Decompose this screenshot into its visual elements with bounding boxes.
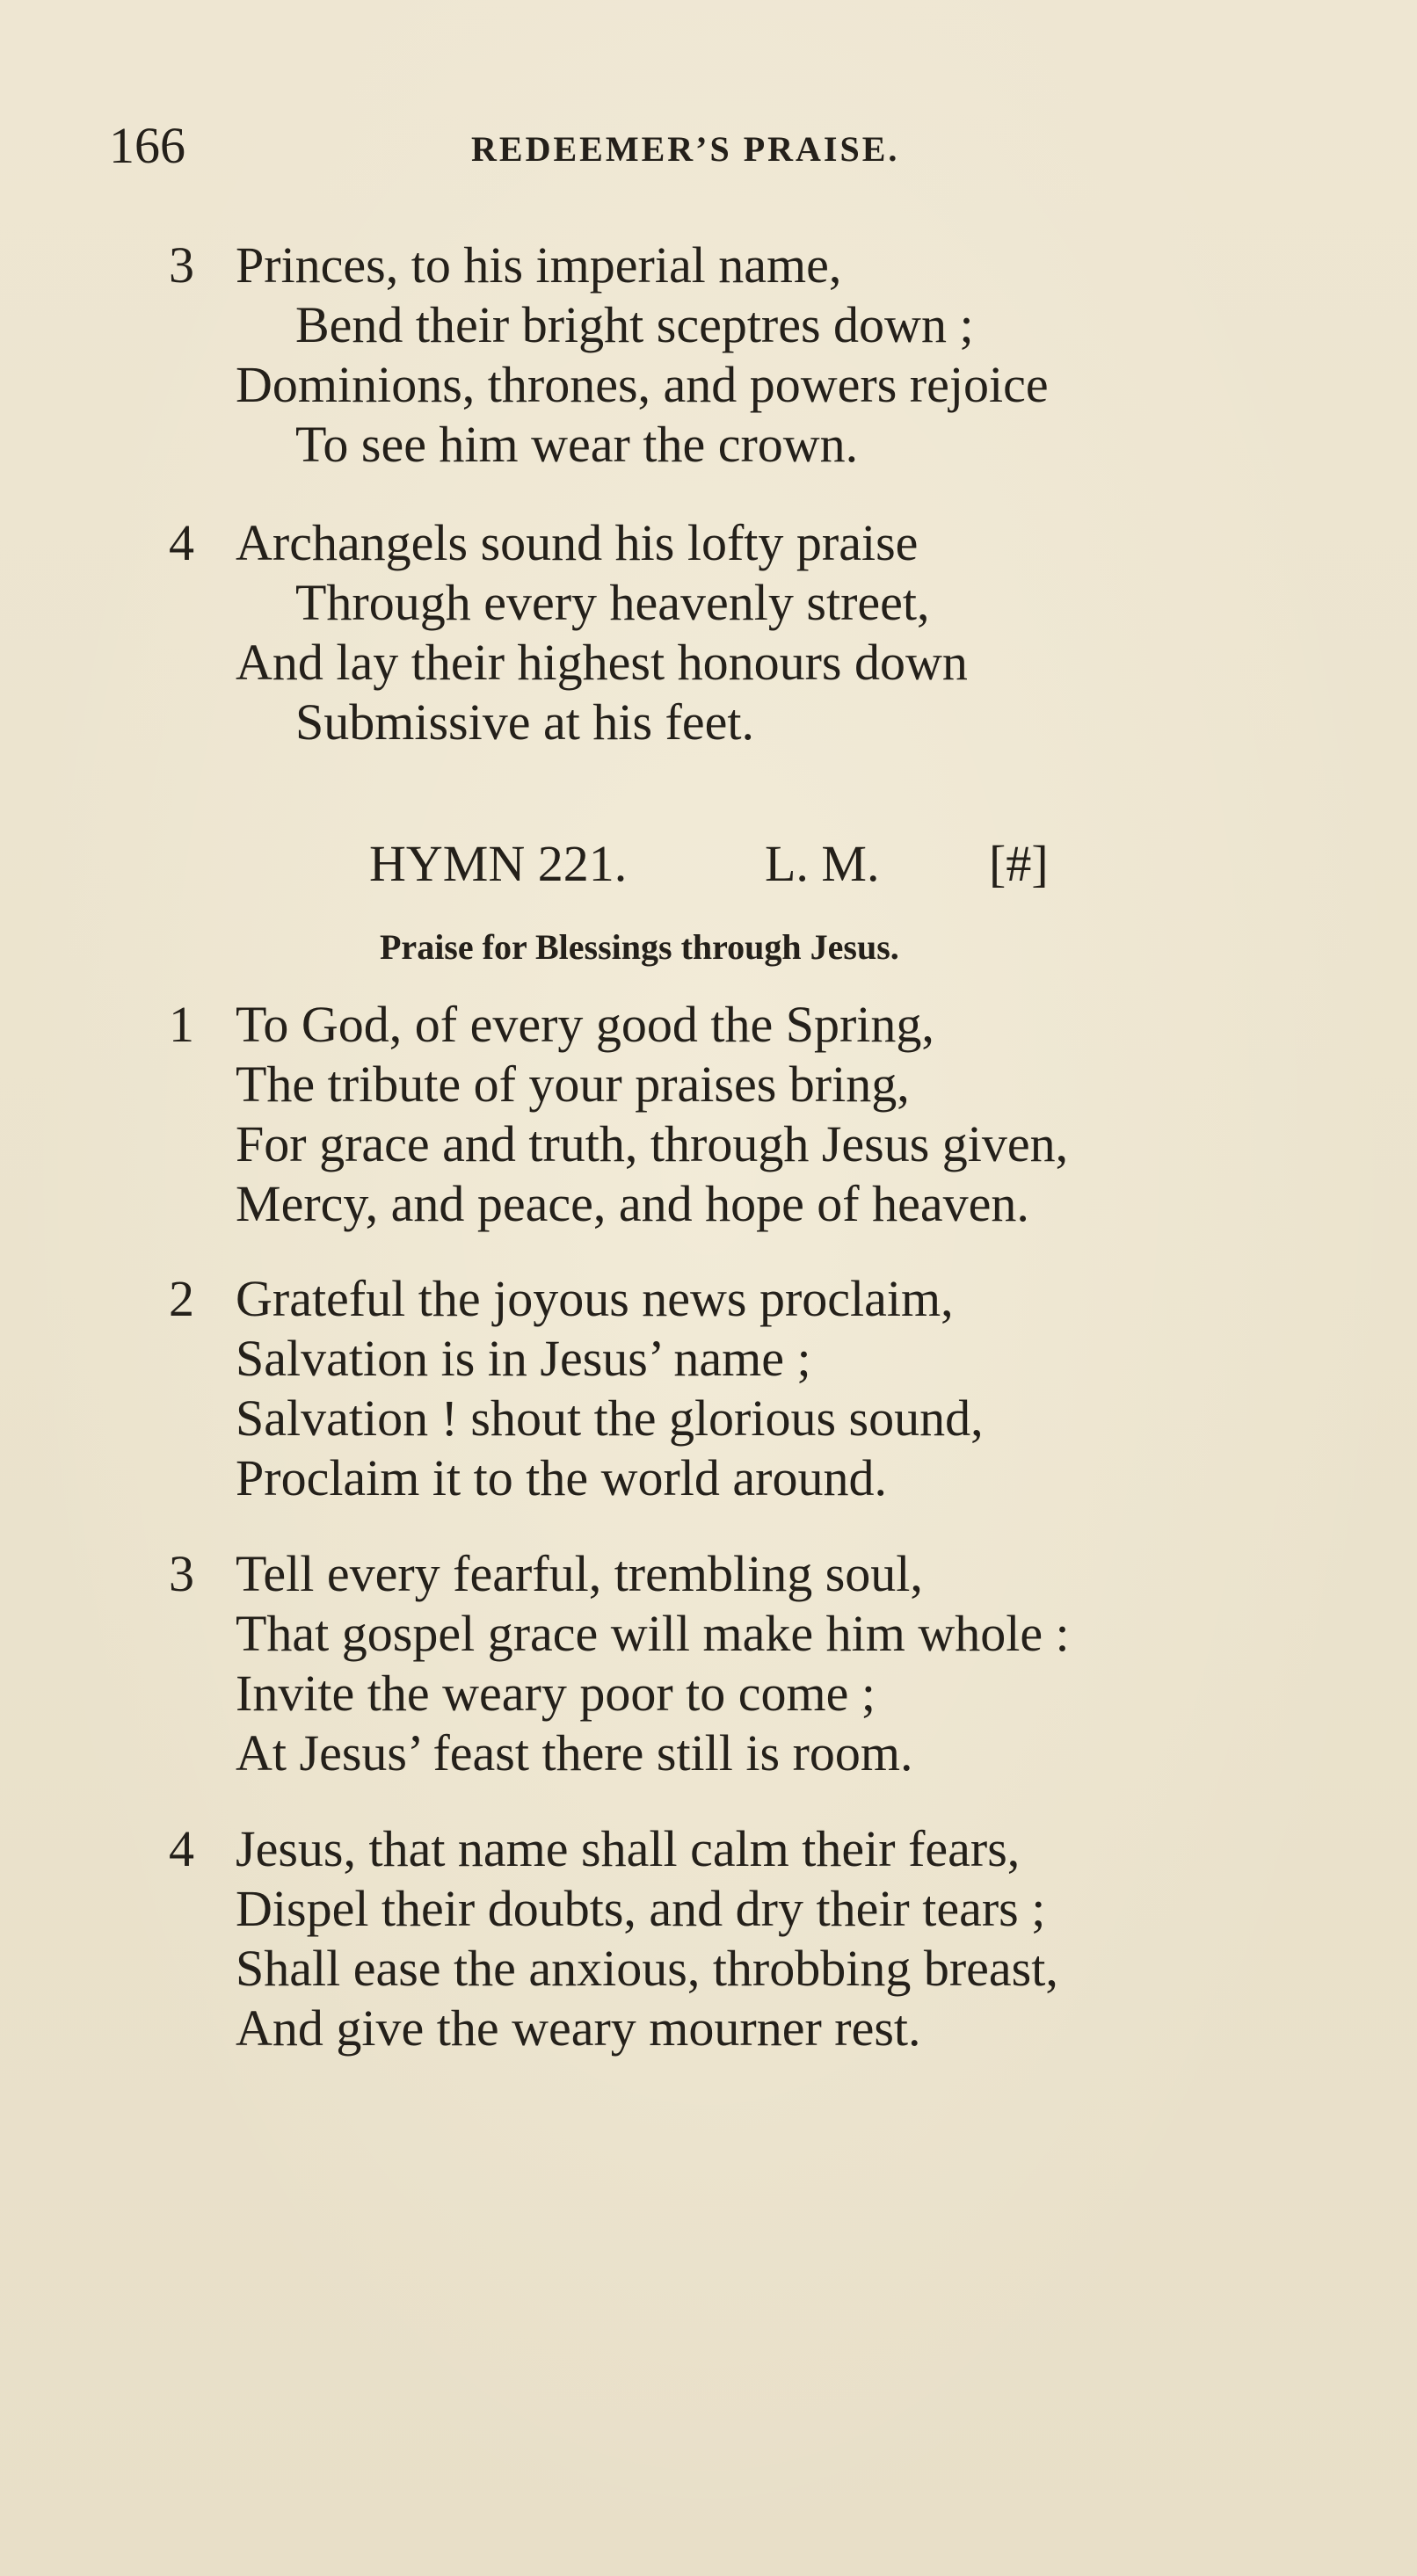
verse-line <box>0 1664 1417 1723</box>
page-number: 166 <box>109 117 185 174</box>
stanza-number: 3 <box>169 1545 194 1602</box>
line-text: The tribute of your praises bring, <box>236 1056 910 1113</box>
verse-line <box>0 355 1417 415</box>
hymn-meter: L. M. <box>765 835 880 892</box>
line-text: Princes, to his imperial name, <box>236 236 842 294</box>
line-text: Through every heavenly street, <box>295 574 930 631</box>
line-text: Mercy, and peace, and hope of heaven. <box>236 1175 1029 1232</box>
stanza-number: 2 <box>169 1270 194 1327</box>
verse-line <box>0 236 1417 295</box>
line-text: That gospel grace will make him whole : <box>236 1605 1070 1662</box>
line-text: And lay their highest honours down <box>236 634 968 691</box>
stanza-number: 1 <box>169 996 194 1053</box>
verse-line <box>0 1723 1417 1783</box>
verse-line <box>0 1329 1417 1389</box>
verse-line <box>0 1448 1417 1508</box>
verse-line <box>0 1055 1417 1114</box>
verse-line <box>0 1604 1417 1664</box>
stanza <box>0 236 1417 475</box>
verse-line <box>0 1939 1417 1999</box>
line-text: Archangels sound his lofty praise <box>236 514 919 571</box>
verse-line <box>0 995 1417 1055</box>
verse-line <box>0 1999 1417 2058</box>
line-text: Submissive at his feet. <box>295 693 754 751</box>
verse-line <box>0 1174 1417 1234</box>
line-text: For grace and truth, through Jesus given, <box>236 1115 1069 1172</box>
hymn-tune-mark: [#] <box>989 835 1049 892</box>
stanza <box>0 1819 1417 2058</box>
verse-line <box>0 415 1417 475</box>
line-text: Proclaim it to the world around. <box>236 1449 887 1506</box>
verse-line <box>0 693 1417 752</box>
running-title: REDEEMER’S PRAISE. <box>471 129 900 169</box>
verse-line <box>0 633 1417 693</box>
line-text: Grateful the joyous news proclaim, <box>236 1270 954 1327</box>
line-text: Invite the weary poor to come ; <box>236 1665 876 1722</box>
line-text: Tell every fearful, trembling soul, <box>236 1545 923 1602</box>
verse-line <box>0 1819 1417 1879</box>
hymn-heading <box>0 833 1417 895</box>
verse-line <box>0 513 1417 573</box>
stanza <box>0 513 1417 752</box>
line-text: Dispel their doubts, and dry their tears ; <box>236 1880 1046 1937</box>
verse-line <box>0 1879 1417 1939</box>
stanza <box>0 1269 1417 1508</box>
stanza-number: 4 <box>169 1820 194 1877</box>
line-text: To see him wear the crown. <box>295 416 859 473</box>
verse-line <box>0 1114 1417 1174</box>
stanza-number: 3 <box>169 236 194 294</box>
verse-line <box>0 295 1417 355</box>
line-text: And give the weary mourner rest. <box>236 1999 921 2057</box>
running-head <box>0 117 1417 174</box>
verse-line <box>0 573 1417 633</box>
line-text: Salvation ! shout the glorious sound, <box>236 1390 984 1447</box>
line-text: Bend their bright sceptres down ; <box>295 296 974 353</box>
line-text: Salvation is in Jesus’ name ; <box>236 1330 811 1387</box>
stanza-number: 4 <box>169 514 194 571</box>
stanza <box>0 1544 1417 1783</box>
verse-line <box>0 1269 1417 1329</box>
verse-line <box>0 1544 1417 1604</box>
line-text: Dominions, thrones, and powers rejoice <box>236 356 1049 413</box>
hymn-subtitle: Praise for Blessings through Jesus. <box>380 927 899 967</box>
line-text: Jesus, that name shall calm their fears, <box>236 1820 1021 1877</box>
hymn-title: HYMN 221. <box>369 835 628 892</box>
verse-line <box>0 1389 1417 1448</box>
stanza <box>0 995 1417 1234</box>
line-text: To God, of every good the Spring, <box>236 996 934 1053</box>
line-text: At Jesus’ feast there still is room. <box>236 1724 913 1781</box>
line-text: Shall ease the anxious, throbbing breast, <box>236 1940 1058 1997</box>
